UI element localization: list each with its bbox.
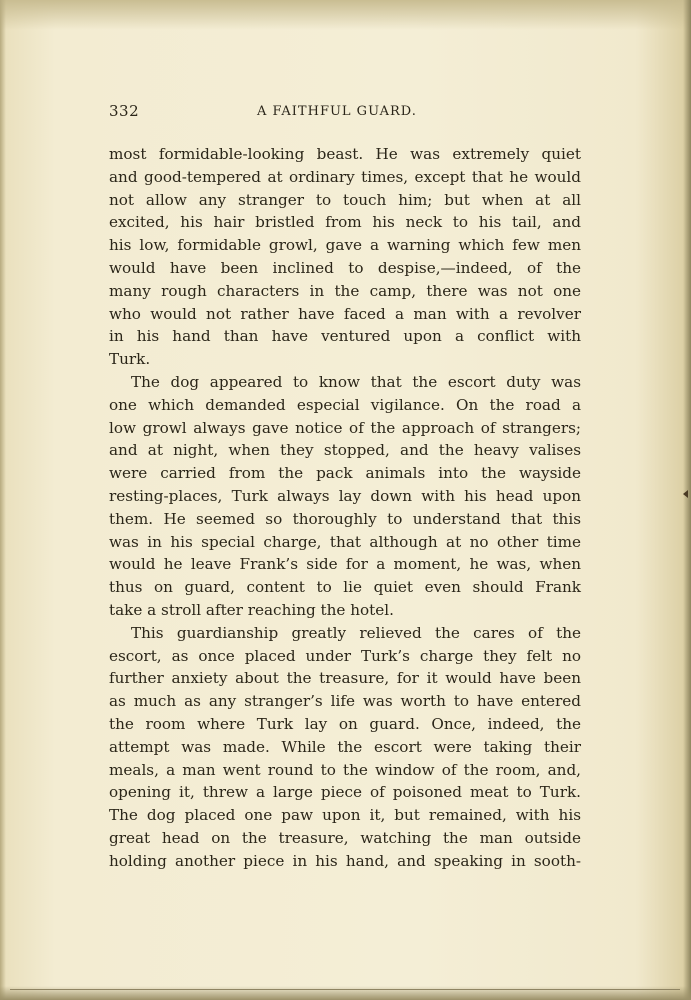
margin-tab-marker bbox=[683, 490, 688, 498]
running-head bbox=[109, 102, 581, 126]
paragraph-start-line: This guardianship greatly relieved the cares of the bbox=[131, 623, 581, 642]
text-line: would have been inclined to despise,—indeed, of the bbox=[109, 258, 581, 277]
text-line: one which demanded especial vigilance. On the road a bbox=[109, 395, 581, 414]
text-line: was in his special charge, that although at no other time bbox=[109, 532, 581, 551]
page-bottom-edge bbox=[0, 986, 691, 1000]
text-line: and good-tempered at ordinary times, except that he would bbox=[109, 167, 581, 186]
text-line: not allow any stranger to touch him; but when at all bbox=[109, 190, 581, 209]
text-line: Turk. bbox=[109, 350, 151, 369]
paragraph-start-line: The dog appeared to know that the escort duty was bbox=[131, 372, 581, 391]
page-left-edge bbox=[0, 0, 6, 1000]
text-line: in his hand than have ventured upon a conflict with bbox=[109, 327, 581, 346]
page-top-shadow bbox=[0, 0, 691, 30]
body-text bbox=[109, 143, 581, 873]
page-number: 332 bbox=[109, 102, 140, 120]
running-title: A FAITHFUL GUARD. bbox=[257, 104, 417, 119]
text-line: resting-places, Turk always lay down with his head upon bbox=[109, 486, 581, 505]
text-line: who would not rather have faced a man with a revolver bbox=[109, 304, 581, 323]
text-line: attempt was made. While the escort were taking their bbox=[109, 737, 581, 756]
text-line: escort, as once placed under Turk’s charge they felt no bbox=[109, 646, 581, 665]
text-line: were carried from the pack animals into the wayside bbox=[109, 464, 581, 483]
text-line: meals, a man went round to the window of the room, and, bbox=[109, 760, 581, 779]
text-line: and at night, when they stopped, and the heavy valises bbox=[109, 441, 581, 460]
text-line: as much as any stranger’s life was worth to have entered bbox=[109, 692, 581, 711]
page-right-edge bbox=[683, 0, 691, 1000]
text-line: many rough characters in the camp, there was not one bbox=[109, 281, 581, 300]
text-line: would he leave Frank’s side for a moment, he was, when bbox=[109, 555, 581, 574]
text-line: them. He seemed so thoroughly to understand that this bbox=[109, 509, 581, 528]
text-line: further anxiety about the treasure, for it would have been bbox=[109, 669, 581, 688]
text-line: most formidable-looking beast. He was extremely quiet bbox=[109, 145, 581, 163]
text-line: The dog placed one paw upon it, but remained, with his bbox=[109, 806, 581, 825]
text-line: excited, his hair bristled from his neck to his tail, and bbox=[109, 213, 581, 232]
text-line: his low, formidable growl, gave a warning which few men bbox=[109, 236, 581, 255]
text-line: the room where Turk lay on guard. Once, indeed, the bbox=[109, 714, 581, 733]
text-line: holding another piece in his hand, and speaking in sooth- bbox=[109, 851, 581, 870]
text-line: thus on guard, content to lie quiet even should Frank bbox=[109, 578, 581, 597]
text-line: low growl always gave notice of the approach of strangers; bbox=[109, 418, 581, 437]
text-line: great head on the treasure, watching the man outside bbox=[109, 828, 581, 847]
text-line: take a stroll after reaching the hotel. bbox=[109, 600, 394, 619]
text-line: opening it, threw a large piece of poisoned meat to Turk. bbox=[109, 783, 581, 802]
